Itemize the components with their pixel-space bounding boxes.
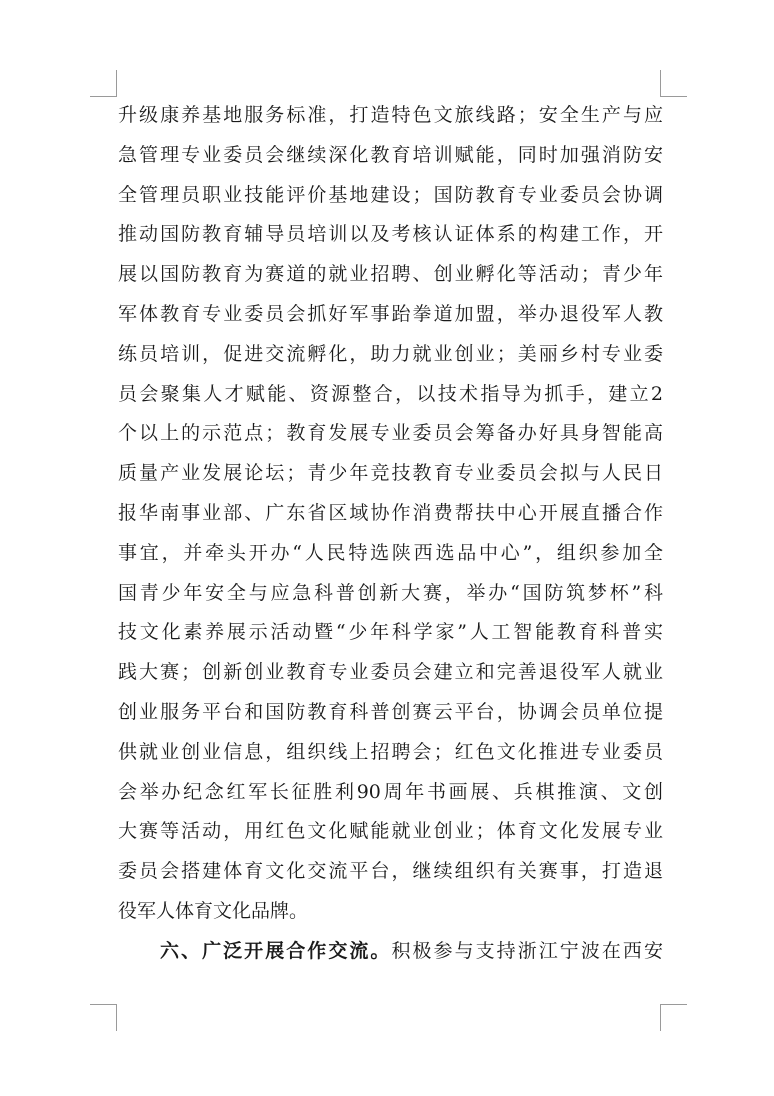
section-6-paragraph	[118, 932, 663, 972]
text-line: 升级康养基地服务标准，打造特色文旅线路；安全生产与应	[118, 104, 663, 126]
crop-mark-bottom-right	[660, 1004, 687, 1031]
text-line: 国青少年安全与应急科普创新大赛，举办“国防筑梦杯”科	[118, 581, 663, 604]
text-line: 个以上的示范点；教育发展专业委员会筹备办好具身智能高	[118, 422, 663, 445]
text-line: 急管理专业委员会继续深化教育培训赋能，同时加强消防安	[118, 143, 663, 166]
text-line: 会举办纪念红军长征胜利90周年书画展、兵棋推演、文创	[118, 780, 663, 803]
text-line: 报华南事业部、广东省区域协作消费帮扶中心开展直播合作	[118, 501, 663, 524]
crop-mark-top-left	[90, 70, 117, 97]
crop-mark-top-right	[660, 70, 687, 97]
text-line: 事宜，并牵头开办“人民特选陕西选品中心”，组织参加全	[118, 541, 663, 564]
document-body	[118, 96, 663, 972]
text-line: 委员会搭建体育文化交流平台，继续组织有关赛事，打造退	[118, 860, 663, 883]
text-line: 军体教育专业委员会抓好军事跆拳道加盟，举办退役军人教	[118, 302, 663, 325]
text-line: 创业服务平台和国防教育科普创赛云平台，协调会员单位提	[118, 700, 663, 723]
text-line: 技文化素养展示活动暨“少年科学家”人工智能教育科普实	[118, 621, 663, 644]
section-6-heading: 六、广泛开展合作交流。	[160, 939, 392, 962]
text-line: 全管理员职业技能评价基地建设；国防教育专业委员会协调	[118, 183, 663, 206]
text-line: 役军人体育文化品牌。	[118, 899, 309, 922]
text-line: 质量产业发展论坛；青少年竞技教育专业委员会拟与人民日	[118, 462, 663, 485]
crop-mark-bottom-left	[90, 1004, 117, 1031]
section-6-text: 积极参与支持浙江宁波在西安	[391, 939, 663, 962]
text-line: 推动国防教育辅导员培训以及考核认证体系的构建工作，开	[118, 223, 663, 246]
text-line: 展以国防教育为赛道的就业招聘、创业孵化等活动；青少年	[118, 263, 663, 286]
text-line: 供就业创业信息，组织线上招聘会；红色文化推进专业委员	[118, 740, 663, 763]
text-line: 大赛等活动，用红色文化赋能就业创业；体育文化发展专业	[118, 820, 663, 843]
text-line: 练员培训，促进交流孵化，助力就业创业；美丽乡村专业委	[118, 342, 663, 365]
text-line: 员会聚集人才赋能、资源整合，以技术指导为抓手，建立2	[118, 382, 663, 405]
text-line: 践大赛；创新创业教育专业委员会建立和完善退役军人就业	[118, 661, 663, 684]
